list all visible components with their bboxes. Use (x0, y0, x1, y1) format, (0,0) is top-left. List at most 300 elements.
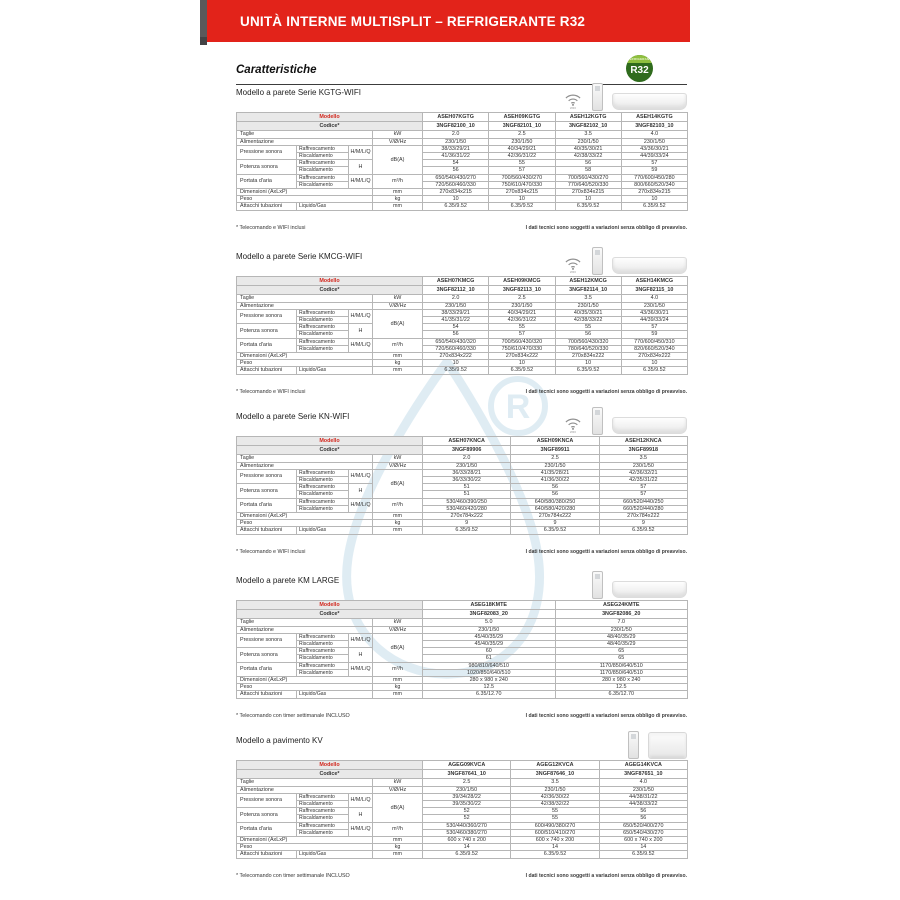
value-cell: 6.35/9.52 (555, 203, 621, 210)
row-label: H/M/L/Q (349, 338, 373, 352)
row-label: V/Ø/Hz (373, 626, 423, 633)
table-row (237, 655, 688, 662)
spec-table (236, 276, 688, 375)
value-cell: 650/540/430/270 (599, 829, 687, 836)
model-name: ASEG24KMTE (555, 601, 688, 610)
value-cell: 56 (555, 160, 621, 167)
model-name: ASEH14KGTG (621, 113, 687, 122)
value-cell: 800/660/520/340 (621, 181, 687, 188)
value-cell: 12.5 (423, 684, 556, 691)
value-cell: 2.0 (423, 295, 489, 302)
row-label: H/M/L/Q (349, 145, 373, 159)
value-cell: 4.0 (599, 779, 687, 786)
table-row (237, 619, 688, 626)
table-row (237, 367, 688, 374)
value-cell: 660/520/440/280 (599, 505, 687, 512)
row-label: Peso (237, 844, 373, 851)
table-header-row (237, 770, 688, 779)
table-row (237, 677, 688, 684)
value-cell: 230/1/50 (423, 462, 511, 469)
modello-header: Modello (237, 113, 423, 122)
value-cell: 230/1/50 (489, 138, 555, 145)
table-row (237, 520, 688, 527)
value-cell: 750/610/470/330 (489, 345, 555, 352)
value-cell: 270x834x222 (489, 353, 555, 360)
value-cell: 6.35/9.52 (423, 851, 511, 858)
value-cell: 7.0 (555, 619, 688, 626)
value-cell: 230/1/50 (621, 302, 687, 309)
remote-control-image (628, 731, 639, 759)
section-icons (563, 78, 687, 112)
value-cell: 750/610/470/330 (489, 181, 555, 188)
section-icons (563, 242, 687, 276)
model-code: 3NGF82102_10 (555, 122, 621, 131)
value-cell: 48/40/35/29 (555, 633, 688, 640)
value-cell: 530/460/420/280 (423, 505, 511, 512)
value-cell: 41/35/28/21 (511, 469, 599, 476)
model-name: ASEH09KMCG (489, 277, 555, 286)
remote-control-image (592, 407, 603, 435)
value-cell: 40/35/30/21 (555, 145, 621, 152)
value-cell: 650/540/430/270 (423, 174, 489, 181)
value-cell: 56 (423, 331, 489, 338)
value-cell: 700/560/430/320 (489, 338, 555, 345)
table-row (237, 338, 688, 345)
row-label: mm (373, 691, 423, 698)
value-cell: 51 (423, 491, 511, 498)
table-row (237, 786, 688, 793)
row-label: Attacchi tubazioni (237, 367, 297, 374)
value-cell: 41/36/30/22 (511, 477, 599, 484)
table-header-row (237, 122, 688, 131)
row-label: Peso (237, 684, 373, 691)
value-cell: 1170/850/640/510 (555, 669, 688, 676)
row-label: Riscaldamento (297, 477, 349, 484)
table-header-row (237, 286, 688, 295)
svg-text:R: R (505, 388, 531, 426)
row-label: Attacchi tubazioni (237, 691, 297, 698)
value-cell: 270x834x215 (423, 189, 489, 196)
row-label: H/M/L/Q (349, 662, 373, 676)
value-cell: 43/36/30/21 (621, 309, 687, 316)
row-label: Alimentazione (237, 786, 373, 793)
codice-header: Codice* (237, 446, 423, 455)
footnote-left: * Telecomando con timer settimanale INCLUSO (236, 713, 350, 719)
row-label: mm (373, 203, 423, 210)
value-cell: 2.5 (489, 295, 555, 302)
value-cell: 59 (621, 331, 687, 338)
value-cell: 270x834x222 (621, 353, 687, 360)
value-cell: 530/460/390/250 (423, 498, 511, 505)
row-label: Raffrescamento (297, 648, 349, 655)
value-cell: 56 (555, 331, 621, 338)
value-cell: 640/580/380/250 (511, 498, 599, 505)
table-row (237, 203, 688, 210)
row-label: Riscaldamento (297, 317, 349, 324)
section-table-wrap (236, 276, 688, 375)
value-cell: 61 (423, 655, 556, 662)
wifi-icon-label: WIFI (569, 270, 577, 274)
table-row (237, 309, 688, 316)
value-cell: 44/38/31/22 (599, 793, 687, 800)
spec-table (236, 760, 688, 859)
value-cell: 600/490/380/270 (511, 822, 599, 829)
value-cell: 270x784x222 (423, 513, 511, 520)
row-label: Pressione sonora (237, 793, 297, 807)
row-label: Riscaldamento (297, 829, 349, 836)
value-cell: 270x834x215 (621, 189, 687, 196)
row-label: Pressione sonora (237, 145, 297, 159)
table-header-row (237, 113, 688, 122)
remote-control-image (592, 571, 603, 599)
row-label: H/M/L/Q (349, 309, 373, 323)
row-label: Alimentazione (237, 302, 373, 309)
value-cell: 42/38/33/22 (555, 153, 621, 160)
row-label: Portata d'aria (237, 822, 297, 836)
codice-header: Codice* (237, 122, 423, 131)
value-cell: 56 (599, 808, 687, 815)
footnote-left: * Telecomando e WIFI inclusi (236, 389, 306, 395)
row-label: Raffrescamento (297, 145, 349, 152)
row-label: Riscaldamento (297, 181, 349, 188)
value-cell: 270x834x215 (489, 189, 555, 196)
value-cell: 45/40/35/29 (423, 641, 556, 648)
table-row (237, 138, 688, 145)
row-label: Attacchi tubazioni (237, 527, 297, 534)
section-icons (563, 402, 687, 436)
value-cell: 2.0 (423, 131, 489, 138)
model-name: ASEH09KNCA (511, 437, 599, 446)
value-cell: 5.0 (423, 619, 556, 626)
value-cell: 57 (621, 160, 687, 167)
table-row (237, 196, 688, 203)
value-cell: 6.35/9.52 (423, 203, 489, 210)
value-cell: 6.35/9.52 (423, 367, 489, 374)
table-row (237, 295, 688, 302)
row-label: kg (373, 360, 423, 367)
value-cell: 230/1/50 (511, 462, 599, 469)
row-label: kW (373, 779, 423, 786)
value-cell: 39/34/28/22 (423, 793, 511, 800)
value-cell: 3.5 (555, 295, 621, 302)
value-cell: 44/38/33/22 (599, 801, 687, 808)
table-row (237, 331, 688, 338)
value-cell: 38/33/29/21 (423, 309, 489, 316)
value-cell: 2.5 (489, 131, 555, 138)
row-label: Riscaldamento (297, 153, 349, 160)
row-label: V/Ø/Hz (373, 138, 423, 145)
table-row (237, 691, 688, 698)
table-header-row (237, 761, 688, 770)
table-row (237, 167, 688, 174)
row-label: Potenza sonora (237, 324, 297, 338)
value-cell: 10 (555, 196, 621, 203)
modello-header: Modello (237, 437, 423, 446)
value-cell: 700/560/430/270 (489, 174, 555, 181)
section-table-wrap (236, 436, 688, 535)
row-label: Portata d'aria (237, 662, 297, 676)
model-code: 3NGF89906 (423, 446, 511, 455)
value-cell: 770/600/450/310 (621, 338, 687, 345)
table-header-row (237, 610, 688, 619)
value-cell: 600 x 740 x 200 (511, 837, 599, 844)
value-cell: 2.5 (423, 779, 511, 786)
table-header-row (237, 437, 688, 446)
row-label: Attacchi tubazioni (237, 203, 297, 210)
modello-header: Modello (237, 277, 423, 286)
row-label: H/M/L/Q (349, 469, 373, 483)
row-label: Peso (237, 520, 373, 527)
value-cell: 6.35/9.52 (599, 527, 687, 534)
value-cell: 55 (489, 160, 555, 167)
table-row (237, 851, 688, 858)
row-label: dB(A) (373, 145, 423, 174)
row-label: Peso (237, 360, 373, 367)
value-cell: 230/1/50 (511, 786, 599, 793)
value-cell: 230/1/50 (555, 302, 621, 309)
value-cell: 270x834x222 (555, 353, 621, 360)
table-row (237, 145, 688, 152)
value-cell: 6.35/9.52 (511, 527, 599, 534)
section-icons (628, 726, 687, 760)
value-cell: 56 (511, 491, 599, 498)
section-icons (592, 566, 687, 600)
value-cell: 640/580/420/280 (511, 505, 599, 512)
value-cell: 42/38/32/22 (511, 801, 599, 808)
row-label: Alimentazione (237, 138, 373, 145)
value-cell: 40/35/30/21 (555, 309, 621, 316)
codice-header: Codice* (237, 610, 423, 619)
table-row (237, 513, 688, 520)
row-label: H/M/L/Q (349, 498, 373, 512)
row-label: dB(A) (373, 309, 423, 338)
table-row (237, 779, 688, 786)
table-header-row (237, 446, 688, 455)
value-cell: 230/1/50 (423, 786, 511, 793)
table-row (237, 815, 688, 822)
remote-screen (595, 250, 600, 255)
row-label: Raffrescamento (297, 808, 349, 815)
value-cell: 280 x 980 x 240 (423, 677, 556, 684)
value-cell: 1170/850/640/510 (555, 662, 688, 669)
row-label: Liquido/Gas (297, 527, 373, 534)
model-name: ASEH07KNCA (423, 437, 511, 446)
row-label: H (349, 484, 373, 498)
value-cell: 54 (423, 324, 489, 331)
value-cell: 3.5 (599, 455, 687, 462)
value-cell: 42/36/31/22 (489, 317, 555, 324)
remote-screen (595, 574, 600, 579)
value-cell: 42/35/31/22 (599, 477, 687, 484)
value-cell: 57 (599, 491, 687, 498)
value-cell: 6.35/9.52 (621, 367, 687, 374)
table-row (237, 829, 688, 836)
row-label: Raffrescamento (297, 793, 349, 800)
value-cell: 10 (423, 196, 489, 203)
row-label: Dimensioni (AxLxP) (237, 837, 373, 844)
table-row (237, 181, 688, 188)
row-label: kW (373, 131, 423, 138)
value-cell: 600 x 740 x 200 (599, 837, 687, 844)
table-row (237, 498, 688, 505)
value-cell: 44/39/33/24 (621, 153, 687, 160)
row-label: Riscaldamento (297, 505, 349, 512)
row-label: mm (373, 353, 423, 360)
codice-header: Codice* (237, 286, 423, 295)
remote-screen (631, 734, 636, 739)
row-label: Riscaldamento (297, 345, 349, 352)
value-cell: 48/40/35/29 (555, 641, 688, 648)
table-row (237, 469, 688, 476)
value-cell: 40/34/29/21 (489, 145, 555, 152)
table-row (237, 822, 688, 829)
value-cell: 58 (555, 167, 621, 174)
table-row (237, 131, 688, 138)
row-label: Raffrescamento (297, 469, 349, 476)
table-row (237, 844, 688, 851)
row-label: H/M/L/Q (349, 793, 373, 807)
value-cell: 230/1/50 (423, 302, 489, 309)
section-title: Modello a parete Serie KMCG-WIFI (236, 252, 363, 261)
model-code: 3NGF87651_10 (599, 770, 687, 779)
value-cell: 59 (621, 167, 687, 174)
value-cell: 56 (511, 484, 599, 491)
value-cell: 36/33/28/21 (423, 469, 511, 476)
value-cell: 650/520/400/270 (599, 822, 687, 829)
value-cell: 230/1/50 (423, 138, 489, 145)
value-cell: 40/34/29/21 (489, 309, 555, 316)
value-cell: 230/1/50 (423, 626, 556, 633)
model-name: ASEH12KGTG (555, 113, 621, 122)
value-cell: 3.5 (511, 779, 599, 786)
row-label: Alimentazione (237, 626, 373, 633)
table-row (237, 302, 688, 309)
value-cell: 820/660/520/340 (621, 345, 687, 352)
row-label: kW (373, 619, 423, 626)
row-label: Pressione sonora (237, 633, 297, 647)
row-label: Raffrescamento (297, 662, 349, 669)
value-cell: 720/560/460/330 (423, 345, 489, 352)
model-code: 3NGF82083_20 (423, 610, 556, 619)
value-cell: 10 (423, 360, 489, 367)
row-label: Riscaldamento (297, 655, 349, 662)
value-cell: 44/39/33/24 (621, 317, 687, 324)
value-cell: 60 (423, 648, 556, 655)
table-row (237, 648, 688, 655)
value-cell: 51 (423, 484, 511, 491)
row-label: Raffrescamento (297, 160, 349, 167)
row-label: mm (373, 851, 423, 858)
table-row (237, 317, 688, 324)
value-cell: 12.5 (555, 684, 688, 691)
remote-control-image (592, 83, 603, 111)
table-row (237, 360, 688, 367)
value-cell: 770/600/450/280 (621, 174, 687, 181)
row-label: kW (373, 455, 423, 462)
row-label: dB(A) (373, 469, 423, 498)
footnote-left: * Telecomando e WIFI inclusi (236, 549, 306, 555)
row-label: Riscaldamento (297, 815, 349, 822)
remote-control-image (592, 247, 603, 275)
row-label: Taglie (237, 131, 373, 138)
row-label: Raffrescamento (297, 309, 349, 316)
value-cell: 660/520/440/250 (599, 498, 687, 505)
footnote-right: I dati tecnici sono soggetti a variazioni senza obbligo di preavviso. (525, 873, 687, 879)
value-cell: 600 x 740 x 200 (423, 837, 511, 844)
footnote-right: I dati tecnici sono soggetti a variazioni senza obbligo di preavviso. (525, 225, 687, 231)
row-label: Dimensioni (AxLxP) (237, 513, 373, 520)
value-cell: 57 (489, 167, 555, 174)
model-name: AGEG12KVCA (511, 761, 599, 770)
footnote-right: I dati tecnici sono soggetti a variazioni senza obbligo di preavviso. (525, 389, 687, 395)
value-cell: 270x834x215 (555, 189, 621, 196)
value-cell: 10 (621, 360, 687, 367)
value-cell: 52 (423, 815, 511, 822)
row-label: Raffrescamento (297, 633, 349, 640)
row-label: Dimensioni (AxLxP) (237, 677, 373, 684)
banner-title: UNITÀ INTERNE MULTISPLIT – REFRIGERANTE R32 (240, 13, 586, 29)
model-code: 3NGF82086_20 (555, 610, 688, 619)
row-label: Taglie (237, 619, 373, 626)
wall-unit-image (612, 257, 687, 274)
value-cell: 41/35/31/22 (423, 317, 489, 324)
row-label: m³/h (373, 498, 423, 512)
model-code: 3NGF82113_10 (489, 286, 555, 295)
value-cell: 780/640/520/330 (555, 345, 621, 352)
value-cell: 41/36/31/22 (423, 153, 489, 160)
table-row (237, 455, 688, 462)
table-row (237, 353, 688, 360)
row-label: V/Ø/Hz (373, 786, 423, 793)
row-label: Potenza sonora (237, 808, 297, 822)
footnote-right: I dati tecnici sono soggetti a variazioni senza obbligo di preavviso. (525, 549, 687, 555)
row-label: mm (373, 513, 423, 520)
model-code: 3NGF82114_10 (555, 286, 621, 295)
row-label: V/Ø/Hz (373, 462, 423, 469)
value-cell: 3.5 (555, 131, 621, 138)
value-cell: 980/810/640/510 (423, 662, 556, 669)
row-label: Alimentazione (237, 462, 373, 469)
value-cell: 6.35/9.52 (511, 851, 599, 858)
spec-table (236, 600, 688, 699)
model-name: ASEH12KNCA (599, 437, 687, 446)
page-edge-strip (200, 0, 207, 37)
table-row (237, 808, 688, 815)
value-cell: 230/1/50 (621, 138, 687, 145)
value-cell: 270x784x222 (599, 513, 687, 520)
value-cell: 720/560/460/330 (423, 181, 489, 188)
row-label: mm (373, 677, 423, 684)
model-name: ASEH09KGTG (489, 113, 555, 122)
value-cell: 14 (511, 844, 599, 851)
floor-unit-image (648, 732, 687, 759)
value-cell: 65 (555, 655, 688, 662)
row-label: Dimensioni (AxLxP) (237, 189, 373, 196)
r32-badge-label: R32 (630, 65, 649, 76)
r32-badge-top-label: REFRIGERANT (627, 57, 652, 61)
model-code: 3NGF87641_10 (423, 770, 511, 779)
row-label: Liquido/Gas (297, 367, 373, 374)
table-row (237, 324, 688, 331)
value-cell: 6.35/12.70 (423, 691, 556, 698)
section-table-wrap (236, 112, 688, 211)
value-cell: 6.35/9.52 (423, 527, 511, 534)
row-label: Taglie (237, 295, 373, 302)
row-label: Liquido/Gas (297, 691, 373, 698)
table-header-row (237, 277, 688, 286)
page-edge-strip-dark (200, 37, 207, 45)
value-cell: 52 (423, 808, 511, 815)
